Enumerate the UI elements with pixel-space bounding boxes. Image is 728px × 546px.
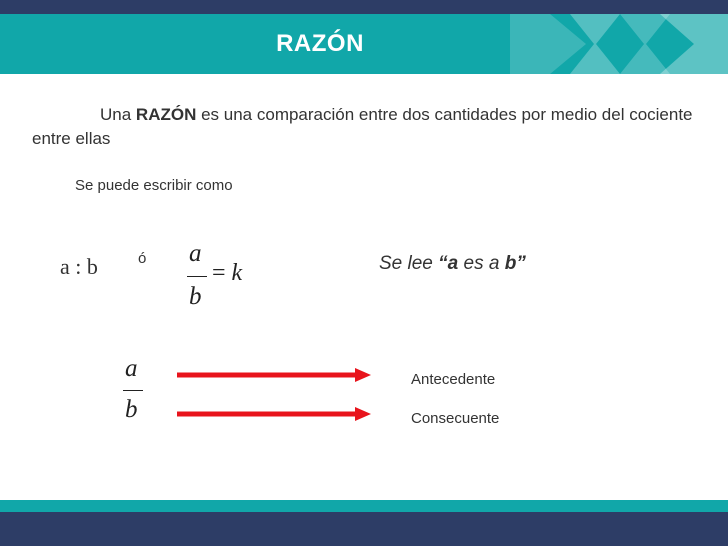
title-bar (0, 14, 728, 74)
quote-open: “ (438, 253, 448, 274)
intro-post: es una comparación entre dos cantidades por medio del cociente entre ellas (32, 105, 693, 148)
top-navy-strip (0, 0, 728, 14)
consequent-label: Consecuente (411, 410, 500, 427)
reading-a: a (447, 253, 459, 274)
colon-notation: a : b (60, 254, 98, 279)
k-symbol: k (231, 260, 243, 286)
reading-pre: Se lee (379, 253, 439, 274)
subtitle: Se puede escribir como (75, 177, 233, 194)
parts-numerator: a (125, 355, 138, 382)
arrow-consequent (177, 407, 371, 421)
reading-text (379, 253, 526, 275)
bottom-navy-strip (0, 512, 728, 546)
arrows (175, 362, 375, 428)
fraction-numerator: a (189, 240, 202, 267)
parts-denominator: b (125, 396, 138, 423)
quote-close: ” (516, 253, 526, 274)
intro-bold-term: RAZÓN (135, 105, 197, 124)
decorative-shapes (510, 14, 728, 74)
reading-b: b (504, 253, 517, 274)
intro-pre: Una (100, 105, 136, 124)
equals-sign: = (212, 260, 226, 286)
equals-k (212, 260, 242, 287)
slide-title: RAZÓN (276, 30, 364, 57)
arrow-antecedent (177, 368, 371, 382)
or-text: ó (138, 250, 147, 267)
deco-shape-left (510, 14, 586, 74)
deco-shape-right (660, 14, 728, 74)
parts-fraction-bar (123, 390, 143, 391)
intro-paragraph (32, 103, 712, 151)
fraction-denominator: b (189, 283, 202, 310)
antecedent-label: Antecedente (411, 371, 496, 388)
deco-shape-mid2 (620, 14, 670, 74)
fraction-bar (187, 276, 207, 277)
reading-mid: es a (458, 253, 505, 274)
bottom-teal-strip (0, 500, 728, 512)
